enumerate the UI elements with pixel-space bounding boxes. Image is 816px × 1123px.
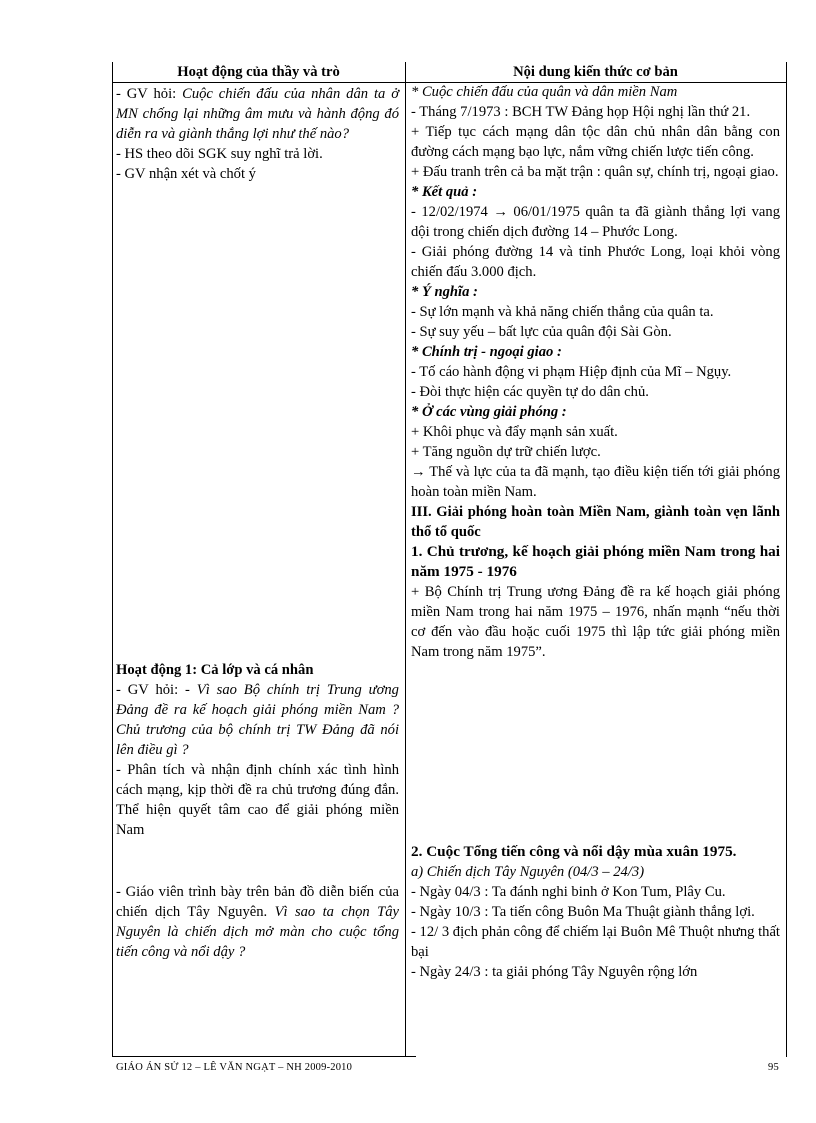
content-line: - Đòi thực hiện các quyền tự do dân chủ.	[411, 384, 649, 400]
activity-1-title: Hoạt động 1: Cả lớp và cá nhân	[116, 662, 314, 678]
section-title: * Cuộc chiến đấu của quân và dân miền Nam	[411, 84, 678, 100]
content-line: - Ngày 24/3 : ta giải phóng Tây Nguyên rộng lớn	[411, 964, 698, 980]
gv-question-2: - GV hỏi: - Vì sao Bộ chính trị Trung ương Đảng đề ra kế hoạch giải phóng miền Nam ? Chủ trương của bộ chính trị TW Đảng đã nói lên điều gì ?	[116, 682, 399, 758]
page-number: 95	[768, 1062, 779, 1073]
header-right: Nội dung kiến thức cơ bản	[513, 64, 678, 80]
content-line: - Ngày 04/3 : Ta đánh nghi binh ở Kon Tum, Plây Cu.	[411, 884, 726, 900]
content-line: - Giải phóng đường 14 và tỉnh Phước Long, loại khỏi vòng chiến đấu 3.000 địch.	[411, 244, 780, 280]
campaign-heading: a) Chiến dịch Tây Nguyên (04/3 – 24/3)	[411, 864, 645, 880]
content-line: + Tiếp tục cách mạng dân tộc dân chủ nhân dân bằng con đường cách mạng bạo lực, nắm vững chiến lược tiến công.	[411, 124, 780, 160]
politics-heading: * Chính trị - ngoại giao :	[411, 344, 562, 360]
content-line: + Đấu tranh trên cả ba mặt trận : quân sự, chính trị, ngoại giao.	[411, 164, 779, 180]
subsection-1-heading: 1. Chủ trương, kế hoạch giải phóng miền Nam trong hai năm 1975 - 1976	[411, 543, 780, 580]
content-line: - Ngày 10/3 : Ta tiến công Buôn Ma Thuật giành thắng lợi.	[411, 904, 755, 920]
left-column-activity	[116, 660, 399, 840]
content-line: + Tăng nguồn dự trữ chiến lược.	[411, 444, 601, 460]
header-left: Hoạt động của thầy và trò	[177, 64, 340, 80]
left-column	[116, 84, 399, 184]
content-line: - 12/02/1974 → 06/01/1975 quân ta đã giành thắng lợi vang dội trong chiến dịch đường 14 – Phước Long.	[411, 204, 780, 240]
content-line: - Sự suy yếu – bất lực của quân đội Sài Gòn.	[411, 324, 672, 340]
table-divider	[405, 62, 406, 1057]
right-column-part2	[411, 842, 780, 982]
table-border-right	[786, 62, 787, 1057]
left-column-map	[116, 882, 399, 962]
hs-answer-1: - HS theo dõi SGK suy nghĩ trả lời.	[116, 146, 323, 162]
content-line: - Tháng 7/1973 : BCH TW Đảng họp Hội nghị lần thứ 21.	[411, 104, 751, 120]
meaning-heading: * Ý nghĩa :	[411, 284, 478, 300]
gv-map-question: - Giáo viên trình bày trên bản đồ diễn biến của chiến dịch Tây Nguyên. Vì sao ta chọn Tây Nguyên là chiến dịch mở màn cho cuộc tổng tiến công và nổi dậy ?	[116, 884, 399, 960]
right-column	[411, 82, 780, 662]
result-heading: * Kết quả :	[411, 184, 478, 200]
content-line: - 12/ 3 địch phản công để chiếm lại Buôn Mê Thuột nhưng thất bại	[411, 924, 780, 960]
gv-conclusion-1: - GV nhận xét và chốt ý	[116, 166, 256, 182]
content-line: - Sự lớn mạnh và khả năng chiến thắng của quân ta.	[411, 304, 714, 320]
content-line: - Tố cáo hành động vi phạm Hiệp định của Mĩ – Ngụy.	[411, 364, 732, 380]
footer-text: GIÁO ÁN SỬ 12 – LÊ VĂN NGẠT – NH 2009-2010	[116, 1062, 353, 1073]
content-line: + Bộ Chính trị Trung ương Đảng đề ra kế hoạch giải phóng miền Nam trong hai năm 1975 – 1976, nhấn mạnh “nếu thời cơ đến vào đầu hoặc cuối 1975 thì lập tức giải phóng miền Nam trong năm 1975”.	[411, 584, 780, 660]
gv-question-1: - GV hỏi: Cuộc chiến đấu của nhân dân ta ở MN chống lại những âm mưu và hành động đó diễn ra và giành thắng lợi như thế nào?	[116, 86, 399, 142]
bottom-rule	[112, 1056, 416, 1057]
content-line: → Thế và lực của ta đã mạnh, tạo điều kiện tiến tới giải phóng hoàn toàn miền Nam.	[411, 464, 780, 500]
table-border-left	[112, 62, 113, 1057]
analysis-text: - Phân tích và nhận định chính xác tình hình cách mạng, kịp thời đề ra chủ trương đúng đắn. Thể hiện quyết tâm cao để giải phóng miền Nam	[116, 762, 399, 838]
subsection-2-heading: 2. Cuộc Tổng tiến công và nổi dậy mùa xuân 1975.	[411, 843, 737, 860]
liberated-areas-heading: * Ở các vùng giải phóng :	[411, 404, 567, 420]
section-iii-heading: III. Giải phóng hoàn toàn Miền Nam, giành toàn vẹn lãnh thổ tổ quốc	[411, 504, 780, 540]
content-line: + Khôi phục và đẩy mạnh sản xuất.	[411, 424, 618, 440]
